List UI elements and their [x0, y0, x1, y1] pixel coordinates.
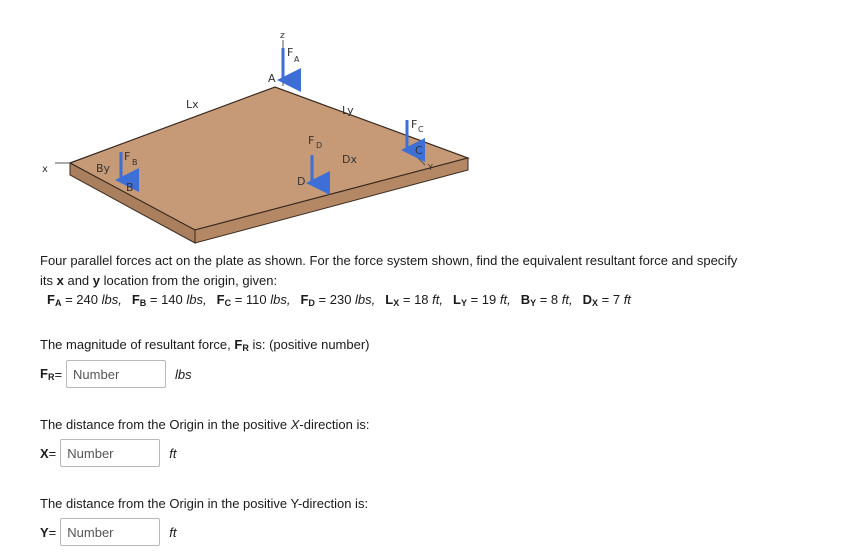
- force-b-sub: B: [132, 158, 138, 167]
- y-symbol: Y: [40, 524, 49, 540]
- given-item: $L_X = 18$ ft,: [385, 292, 443, 308]
- force-a-sub: A: [294, 55, 300, 64]
- force-b-label: F: [124, 150, 131, 163]
- force-d-sub: D: [316, 141, 323, 150]
- problem-line-2: its x and y location from the origin, given:: [40, 273, 278, 288]
- dx-label: Dx: [342, 153, 357, 166]
- point-d-label: D: [297, 175, 306, 188]
- given-item: $F_B = 140$ lbs,: [131, 292, 207, 308]
- given-item: $B_Y = 8$ ft,: [520, 292, 573, 308]
- problem-line-1: Four parallel forces act on the plate as shown. For the force system shown, find the equivalent resultant force and specify: [40, 253, 738, 268]
- given-item: $F_C = 110$ lbs,: [216, 292, 291, 308]
- given-values: [47, 292, 641, 308]
- point-a-label: A: [268, 72, 276, 85]
- force-d-label: F: [308, 134, 315, 147]
- given-item: $F_A = 240$ lbs,: [47, 292, 122, 308]
- fr-answer-row: $F_R$ = Number lbs: [40, 360, 192, 388]
- given-item: $L_Y = 19$ ft,: [452, 292, 511, 308]
- x-unit: ft: [169, 445, 177, 461]
- force-c-label: F: [411, 118, 418, 131]
- z-axis-label: z: [280, 31, 285, 41]
- given-item: $D_X = 7$ ft: [582, 292, 631, 308]
- lx-label: Lx: [186, 98, 199, 111]
- force-a-label: F: [287, 46, 294, 59]
- y-unit: ft: [169, 524, 177, 540]
- plate-force-diagram: [0, 0, 864, 250]
- y-axis-label: Y: [428, 163, 433, 172]
- force-c-sub: C: [418, 125, 424, 134]
- question-resultant: The magnitude of resultant force, $F_R$ is: (positive number): [40, 337, 370, 353]
- question-x-distance: The distance from the Origin in the positive X-direction is:: [40, 417, 370, 432]
- ly-label: Ly: [342, 104, 354, 117]
- y-input[interactable]: [60, 518, 160, 546]
- x-symbol: X: [40, 445, 49, 461]
- x-answer-row: X = Number ft: [40, 439, 177, 467]
- question-y-distance: The distance from the Origin in the positive Y-direction is:: [40, 496, 369, 511]
- fr-symbol: $F_R$: [40, 366, 55, 382]
- fr-input[interactable]: [66, 360, 166, 388]
- point-c-label: C: [415, 144, 423, 157]
- problem-statement: [40, 251, 830, 291]
- fr-unit: lbs: [175, 366, 192, 382]
- y-answer-row: Y = Number ft: [40, 518, 177, 546]
- x-input[interactable]: [60, 439, 160, 467]
- by-label: By: [96, 162, 111, 175]
- point-b-label: B: [126, 181, 134, 194]
- x-axis-label: x: [42, 164, 48, 175]
- given-item: $F_D = 230$ lbs,: [300, 292, 376, 308]
